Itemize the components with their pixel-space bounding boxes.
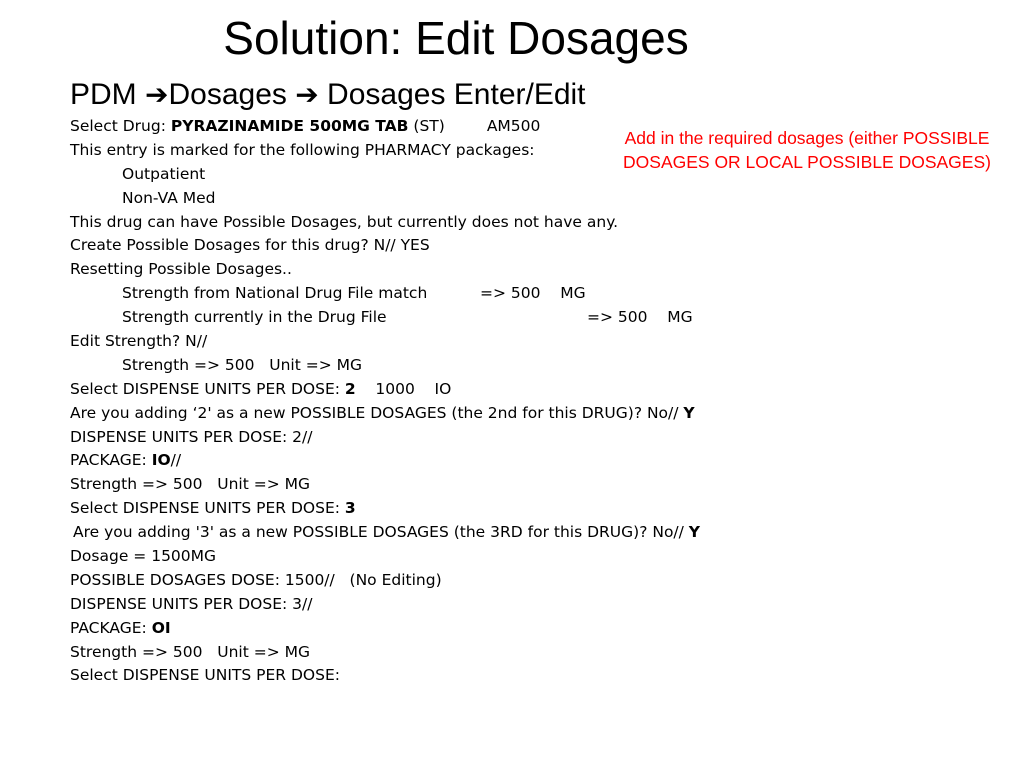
drug-schedule: (ST) — [408, 117, 445, 135]
transcript-line: Non-VA Med — [122, 188, 216, 207]
select-drug-label: Select Drug: — [70, 117, 171, 135]
prompt-text: Are you adding ‘2' as a new POSSIBLE DOSAGES (the 2nd for this DRUG)? No// — [70, 403, 684, 422]
prompt-text: // — [170, 451, 182, 470]
prompt-text: 1000 IO — [355, 379, 452, 398]
prompt-text: PACKAGE: — [70, 451, 152, 470]
path-dosages: Dosages — [168, 78, 287, 111]
ndf-strength-value: => 500 MG — [480, 284, 586, 303]
path-dosages-enter-edit: Dosages Enter/Edit — [327, 78, 586, 111]
arrow-right-icon: ➔ — [145, 79, 169, 110]
instruction-note: Add in the required dosages (either POSSIBLE DOSAGES OR LOCAL POSSIBLE DOSAGES) — [623, 128, 991, 172]
transcript-line — [70, 402, 830, 426]
transcript-line — [70, 306, 830, 330]
transcript-line: This entry is marked for the following PHARMACY packages: — [70, 140, 535, 159]
prompt-text: Are you adding '3' as a new POSSIBLE DOSAGES (the 3RD for this DRUG)? No// — [73, 523, 689, 542]
drug-name: PYRAZINAMIDE 500MG TAB — [170, 117, 409, 135]
prompt-text: Select DISPENSE UNITS PER DOSE: — [70, 379, 345, 398]
slide-title: Solution: Edit Dosages — [223, 12, 689, 64]
transcript-line — [70, 115, 830, 139]
prompt-text: Select DISPENSE UNITS PER DOSE: — [70, 499, 345, 518]
transcript-line — [70, 617, 830, 641]
terminal-transcript — [70, 115, 830, 688]
user-entry: Y — [688, 523, 701, 542]
user-entry: OI — [151, 618, 171, 637]
transcript-line: Strength => 500 Unit => MG — [70, 475, 311, 494]
transcript-line: Select DISPENSE UNITS PER DOSE: — [70, 666, 340, 685]
arrow-right-icon: ➔ — [295, 79, 319, 110]
transcript-line — [70, 497, 830, 521]
user-entry: 3 — [344, 499, 356, 518]
file-strength-label: Strength currently in the Drug File — [122, 308, 387, 327]
user-entry: Y — [683, 403, 695, 422]
transcript-line — [70, 282, 830, 306]
transcript-line — [70, 449, 830, 473]
transcript-line: POSSIBLE DOSAGES DOSE: 1500// (No Editing) — [70, 570, 442, 589]
transcript-line: Outpatient — [122, 164, 206, 183]
transcript-line: DISPENSE UNITS PER DOSE: 3// — [70, 594, 313, 613]
transcript-line: Dosage = 1500MG — [70, 547, 217, 566]
transcript-line: Strength => 500 Unit => MG — [70, 642, 311, 661]
transcript-line: Strength => 500 Unit => MG — [122, 355, 363, 374]
transcript-line — [70, 378, 830, 402]
user-entry: IO — [151, 451, 171, 470]
ndf-strength-label: Strength from National Drug File match — [122, 284, 428, 303]
drug-class: AM500 — [486, 117, 541, 135]
file-strength-value: => 500 MG — [587, 308, 693, 327]
prompt-text: PACKAGE: — [70, 618, 152, 637]
transcript-line — [70, 521, 830, 545]
user-entry: 2 — [344, 379, 356, 398]
transcript-line: Edit Strength? N// — [70, 332, 208, 351]
transcript-line: This drug can have Possible Dosages, but currently does not have any. — [70, 212, 619, 231]
transcript-line: DISPENSE UNITS PER DOSE: 2// — [70, 427, 313, 446]
path-pdm: PDM — [70, 78, 137, 111]
transcript-line: Resetting Possible Dosages.. — [70, 260, 292, 279]
transcript-line: Create Possible Dosages for this drug? N// YES — [70, 236, 430, 255]
menu-path — [70, 76, 586, 114]
